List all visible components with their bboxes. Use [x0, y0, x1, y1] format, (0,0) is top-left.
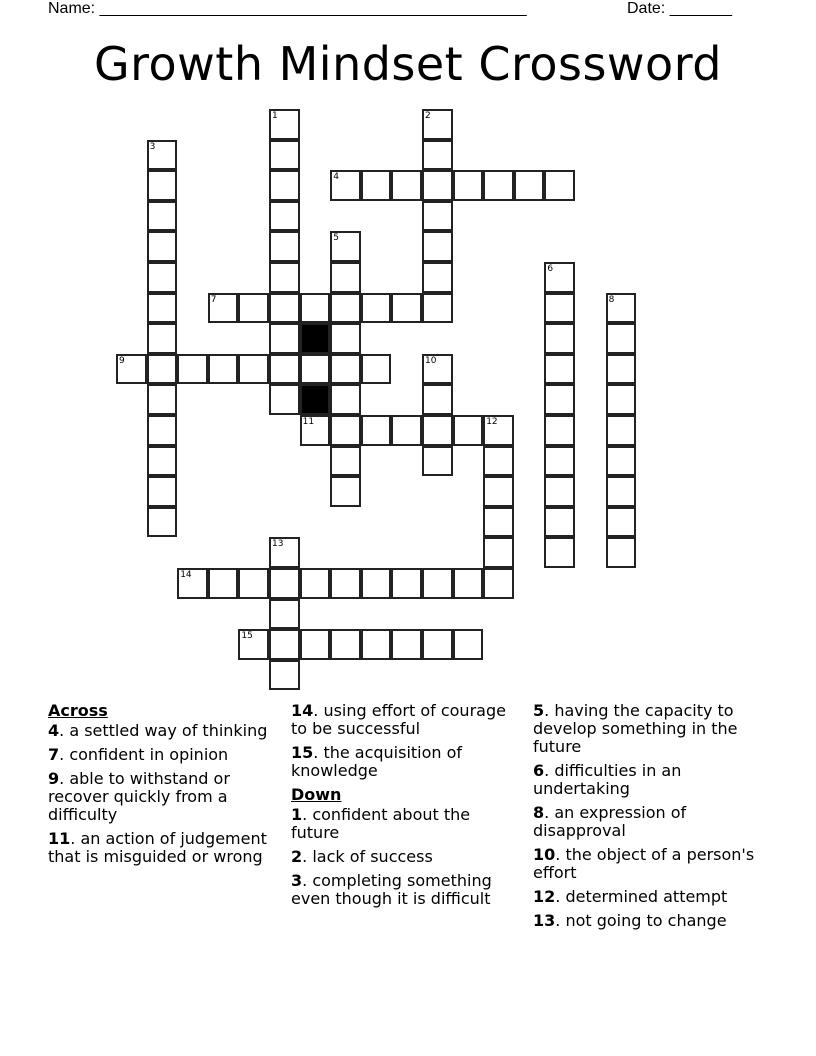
grid-cell[interactable] — [606, 384, 637, 415]
clue-down-2: 2. lack of success — [291, 847, 433, 866]
name-field-label: Name: ________________________________________________ — [48, 0, 527, 17]
grid-cell[interactable] — [422, 231, 453, 262]
grid-cell[interactable] — [147, 293, 178, 324]
grid-cell[interactable] — [422, 354, 453, 385]
grid-cell[interactable] — [147, 446, 178, 477]
grid-cell[interactable] — [330, 629, 361, 660]
grid-cell[interactable] — [361, 170, 392, 201]
grid-cell[interactable] — [606, 354, 637, 385]
clue-number: 1 — [272, 111, 278, 121]
grid-cell[interactable] — [422, 629, 453, 660]
clues-column-2 — [291, 702, 521, 914]
grid-cell[interactable] — [391, 568, 422, 599]
down-heading: Down — [291, 785, 342, 804]
grid-cell[interactable] — [238, 568, 269, 599]
grid-cell[interactable] — [300, 629, 331, 660]
grid-cell[interactable] — [453, 568, 484, 599]
grid-cell[interactable] — [208, 293, 239, 324]
grid-cell[interactable] — [147, 415, 178, 446]
grid-cell[interactable] — [453, 415, 484, 446]
grid-cell[interactable] — [361, 568, 392, 599]
grid-cell[interactable] — [422, 568, 453, 599]
grid-cell[interactable] — [422, 109, 453, 140]
grid-cell[interactable] — [453, 170, 484, 201]
grid-cell[interactable] — [330, 323, 361, 354]
grid-cell[interactable] — [269, 170, 300, 201]
clue-number: 8 — [608, 294, 615, 305]
clues-column-1 — [48, 702, 273, 872]
grid-cell[interactable] — [208, 568, 239, 599]
grid-cell[interactable] — [606, 323, 637, 354]
grid-cell[interactable] — [483, 415, 514, 446]
grid-cell[interactable] — [269, 568, 300, 599]
grid-cell[interactable] — [300, 415, 331, 446]
grid-cell[interactable] — [147, 140, 178, 171]
grid-cell[interactable] — [330, 354, 361, 385]
grid-cell[interactable] — [330, 476, 361, 507]
grid-cell[interactable] — [544, 262, 575, 293]
grid-cell[interactable] — [269, 231, 300, 262]
grid-cell[interactable] — [483, 537, 514, 568]
grid-cell[interactable] — [330, 262, 361, 293]
grid-cell[interactable] — [116, 354, 147, 385]
grid-cell[interactable] — [422, 140, 453, 171]
grid-cell[interactable] — [422, 384, 453, 415]
grid-cell[interactable] — [330, 384, 361, 415]
grid-cell[interactable] — [330, 415, 361, 446]
grid-cell[interactable] — [391, 629, 422, 660]
grid-cell[interactable] — [606, 507, 637, 538]
grid-cell[interactable] — [544, 354, 575, 385]
grid-cell[interactable] — [300, 568, 331, 599]
grid-cell[interactable] — [300, 293, 331, 324]
clue-number: 4 — [333, 172, 339, 183]
clue-number: 3 — [149, 141, 156, 152]
grid-cell[interactable] — [483, 446, 514, 477]
clue-down-3: 3. completing something even though it is difficult — [291, 871, 492, 908]
grid-cell[interactable] — [391, 415, 422, 446]
grid-cell[interactable] — [514, 170, 545, 201]
grid-cell[interactable] — [544, 415, 575, 446]
grid-cell[interactable] — [147, 384, 178, 415]
clue-number: 13 — [272, 539, 284, 550]
clue-across-11: 11. an action of judgement that is misguided or wrong — [48, 829, 267, 866]
grid-cell[interactable] — [269, 201, 300, 232]
grid-cell[interactable] — [544, 170, 575, 201]
clue-number: 10 — [425, 355, 437, 366]
grid-cell[interactable] — [606, 476, 637, 507]
grid-cell[interactable] — [544, 293, 575, 324]
grid-cell[interactable] — [483, 476, 514, 507]
grid-cell[interactable] — [269, 384, 300, 415]
clue-across-14: 14. using effort of courage to be successful — [291, 701, 506, 738]
grid-cell[interactable] — [269, 629, 300, 660]
grid-cell[interactable] — [238, 629, 269, 660]
clue-down-5: 5. having the capacity to develop something in the future — [533, 701, 738, 756]
grid-cell[interactable] — [361, 415, 392, 446]
grid-cell[interactable] — [422, 446, 453, 477]
grid-cell[interactable] — [422, 415, 453, 446]
grid-cell[interactable] — [544, 384, 575, 415]
grid-cell[interactable] — [606, 446, 637, 477]
grid-cell[interactable] — [606, 293, 637, 324]
grid-cell[interactable] — [361, 293, 392, 324]
grid-cell[interactable] — [147, 323, 178, 354]
clue-down-12: 12. determined attempt — [533, 887, 728, 906]
clues-column-3 — [533, 702, 758, 936]
grid-cell[interactable] — [238, 293, 269, 324]
grid-cell[interactable] — [269, 262, 300, 293]
clue-down-13: 13. not going to change — [533, 911, 727, 930]
grid-cell[interactable] — [147, 476, 178, 507]
grid-cell[interactable] — [483, 507, 514, 538]
grid-cell[interactable] — [269, 323, 300, 354]
grid-cell[interactable] — [422, 293, 453, 324]
across-heading: Across — [48, 701, 108, 720]
date-field-label: Date: _______ — [627, 0, 732, 17]
grid-cell[interactable] — [269, 140, 300, 171]
grid-cell[interactable] — [422, 262, 453, 293]
grid-cell[interactable] — [208, 354, 239, 385]
clue-across-4: 4. a settled way of thinking — [48, 721, 268, 740]
grid-cell[interactable] — [330, 231, 361, 262]
black-cell — [300, 384, 331, 415]
clue-number: 12 — [486, 417, 498, 427]
grid-cell[interactable] — [483, 170, 514, 201]
grid-cell[interactable] — [361, 354, 392, 385]
grid-cell[interactable] — [269, 354, 300, 385]
grid-cell[interactable] — [147, 507, 178, 538]
grid-cell[interactable] — [238, 354, 269, 385]
grid-cell[interactable] — [483, 568, 514, 599]
grid-cell[interactable] — [391, 293, 422, 324]
clue-number: 15 — [241, 631, 253, 642]
clue-down-6: 6. difficulties in an undertaking — [533, 761, 682, 798]
grid-cell[interactable] — [269, 599, 300, 630]
grid-cell[interactable] — [269, 293, 300, 324]
grid-cell[interactable] — [544, 323, 575, 354]
clue-down-8: 8. an expression of disapproval — [533, 803, 687, 840]
clue-across-15: 15. the acquisition of knowledge — [291, 743, 463, 780]
grid-cell[interactable] — [544, 446, 575, 477]
grid-cell[interactable] — [422, 201, 453, 232]
grid-cell[interactable] — [361, 629, 392, 660]
black-cell — [300, 323, 331, 354]
grid-cell[interactable] — [544, 537, 575, 568]
grid-cell[interactable] — [147, 262, 178, 293]
clue-number: 5 — [333, 233, 339, 244]
grid-cell[interactable] — [606, 415, 637, 446]
clue-down-1: 1. confident about the future — [291, 805, 471, 842]
grid-cell[interactable] — [330, 293, 361, 324]
clue-number: 11 — [302, 417, 315, 427]
grid-cell[interactable] — [330, 170, 361, 201]
page-title: Growth Mindset Crossword — [93, 37, 723, 91]
grid-cell[interactable] — [453, 629, 484, 660]
grid-cell[interactable] — [422, 170, 453, 201]
clue-number: 14 — [180, 570, 192, 580]
clue-number: 6 — [547, 264, 554, 274]
grid-cell[interactable] — [300, 354, 331, 385]
grid-cell[interactable] — [147, 231, 178, 262]
clue-down-10: 10. the object of a person's effort — [533, 845, 755, 882]
clue-number: 7 — [210, 294, 217, 305]
grid-cell[interactable] — [269, 109, 300, 140]
clue-number: 2 — [425, 111, 431, 121]
grid-cell[interactable] — [391, 170, 422, 201]
grid-cell[interactable] — [330, 568, 361, 599]
grid-cell[interactable] — [544, 476, 575, 507]
grid-cell[interactable] — [177, 568, 208, 599]
grid-cell[interactable] — [606, 537, 637, 568]
grid-cell[interactable] — [147, 201, 178, 232]
clue-across-7: 7. confident in opinion — [48, 745, 229, 764]
grid-cell[interactable] — [147, 170, 178, 201]
grid-cell[interactable] — [269, 660, 300, 691]
clue-across-9: 9. able to withstand or recover quickly from a difficulty — [48, 769, 230, 824]
grid-cell[interactable] — [269, 537, 300, 568]
clue-number: 9 — [119, 355, 125, 366]
grid-cell[interactable] — [147, 354, 178, 385]
grid-cell[interactable] — [544, 507, 575, 538]
grid-cell[interactable] — [177, 354, 208, 385]
grid-cell[interactable] — [330, 446, 361, 477]
